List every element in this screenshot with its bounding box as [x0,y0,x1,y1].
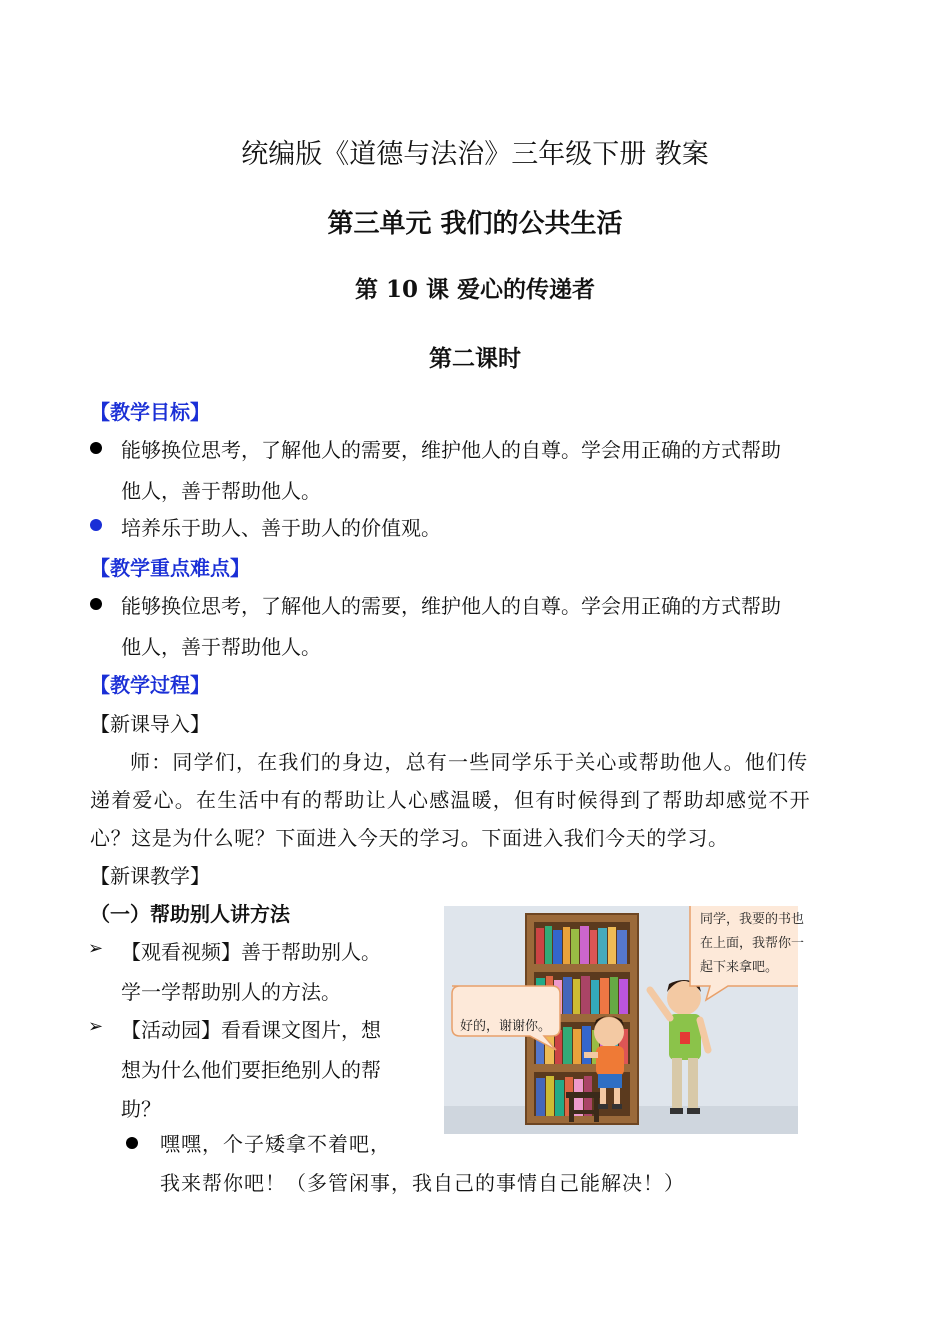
part-1-heading: （一）帮助别人讲方法 [90,902,290,926]
bubble-right-line-2: 在上面，我帮你一 [700,936,805,951]
activity-1-line2: 学一学帮助别人的方法。 [121,980,341,1004]
intro-line-1: 师：同学们，在我们的身边，总有一些同学乐于关心或帮助他人。他们传 [130,750,809,774]
key-point-1-line2: 他人，善于帮助他人。 [121,635,321,659]
bullet-icon [90,598,102,610]
bubble-right-line-1: 同学，我要的书也 [700,912,805,927]
key-points-heading: 【教学重点难点】 [90,556,250,580]
bullet-icon [90,519,102,531]
activity-2-line1: 【活动园】看看课文图片，想 [121,1018,381,1042]
speech-bubble-right-text [700,908,804,980]
lesson-title: 第 10 课 爱心的传递者 [354,276,596,303]
activity-2-line2: 想为什么他们要拒绝别人的帮 [121,1058,381,1082]
activity-2-line3: 助？ [121,1097,161,1121]
bullet-icon [126,1137,138,1149]
teach-label: 【新课教学】 [90,864,210,888]
period-title: 第二课时 [429,345,521,372]
intro-line-3: 心？这是为什么呢？下面进入今天的学习。下面进入我们今天的学习。 [90,826,729,850]
document-title: 统编版《道德与法治》三年级下册 教案 [241,139,709,170]
arrow-bullet-icon: ➢ [88,1016,104,1037]
objective-2-line1: 培养乐于助人、善于助人的价值观。 [121,516,441,540]
objective-1-line1: 能够换位思考，了解他人的需要，维护他人的自尊。学会用正确的方式帮助 [121,438,781,462]
bubble-right-line-3: 起下来拿吧。 [700,960,779,975]
key-point-1-line1: 能够换位思考，了解他人的需要，维护他人的自尊。学会用正确的方式帮助 [121,594,781,618]
arrow-bullet-icon: ➢ [88,938,104,959]
activity-1-line1: 【观看视频】善于帮助别人。 [121,940,381,964]
bullet-icon [90,442,102,454]
speech-bubble-left-text: 好的，谢谢你。 [460,1019,552,1034]
unit-title: 第三单元 我们的公共生活 [327,209,623,239]
quote-line-2: 我来帮你吧！（多管闲事，我自己的事情自己能解决！） [160,1171,685,1195]
quote-line-1: 嘿嘿，个子矮拿不着吧， [160,1132,391,1156]
objectives-heading: 【教学目标】 [90,400,210,424]
intro-line-2: 递着爱心。在生活中有的帮助让人心感温暖，但有时候得到了帮助却感觉不开 [90,788,811,812]
objective-1-line2: 他人，善于帮助他人。 [121,479,321,503]
intro-label: 【新课导入】 [90,712,210,736]
process-heading: 【教学过程】 [90,673,210,697]
